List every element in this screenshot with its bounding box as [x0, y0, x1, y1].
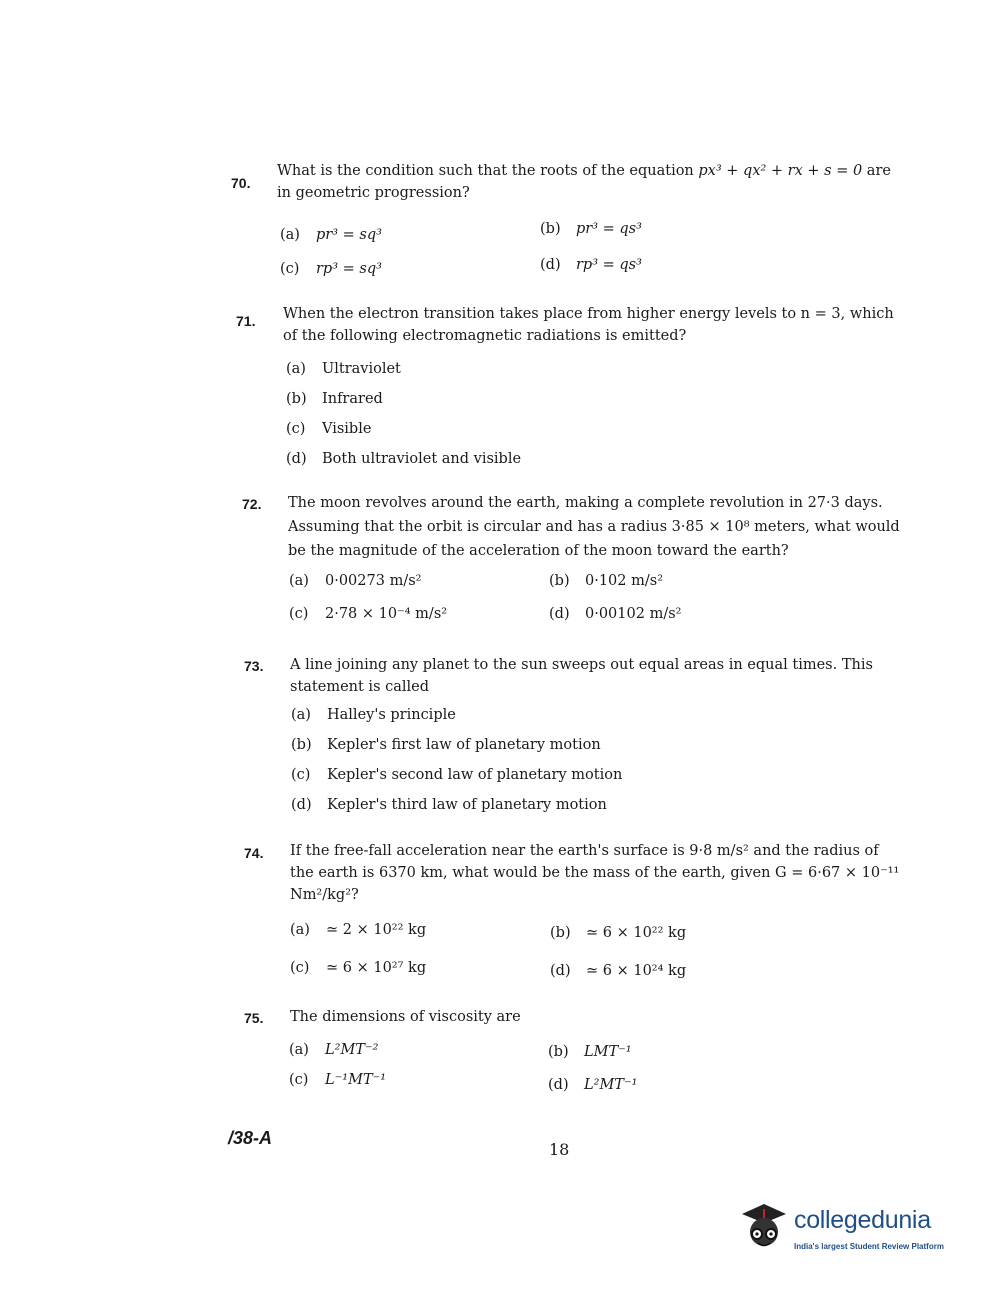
question-stem: A line joining any planet to the sun sweeps out equal areas in equal times. This statement is called	[290, 657, 873, 695]
question-stem: The dimensions of viscosity are	[290, 1009, 521, 1025]
page-number: 18	[549, 1140, 570, 1159]
option-c[interactable]: (c) rp³ = sq³	[280, 261, 382, 277]
question-number: 73.	[244, 658, 264, 674]
option-a[interactable]: (a) Ultraviolet	[286, 361, 401, 377]
question-number: 75.	[244, 1010, 264, 1026]
paper-code: /38-A	[228, 1128, 273, 1148]
option-d[interactable]: (d) L²MT⁻¹	[548, 1077, 638, 1093]
option-c[interactable]: (c) Visible	[286, 421, 372, 437]
mascot-icon	[736, 1196, 792, 1256]
option-a[interactable]: (a) pr³ = sq³	[280, 227, 382, 243]
brand-name: collegedunia	[794, 1206, 931, 1234]
question-number: 70.	[231, 175, 251, 191]
option-a[interactable]: (a) ≃ 2 × 10²² kg	[290, 922, 427, 938]
option-c[interactable]: (c) Kepler's second law of planetary motion	[291, 767, 623, 783]
option-d[interactable]: (d) Both ultraviolet and visible	[286, 451, 522, 467]
option-b[interactable]: (b) ≃ 6 × 10²² kg	[550, 925, 687, 941]
option-b[interactable]: (b) Infrared	[286, 391, 383, 407]
option-d[interactable]: (d) Kepler's third law of planetary motion	[291, 797, 607, 813]
collegedunia-watermark	[736, 1196, 966, 1256]
brand-tagline: India's largest Student Review Platform	[794, 1242, 944, 1251]
option-c[interactable]: (c) ≃ 6 × 10²⁷ kg	[290, 960, 427, 976]
question-stem: When the electron transition takes place from higher energy levels to n = 3, which of the following electromagnetic radiations is emitted?	[283, 306, 894, 344]
option-c[interactable]: (c) 2·78 × 10⁻⁴ m/s²	[289, 606, 448, 622]
option-d[interactable]: (d) ≃ 6 × 10²⁴ kg	[550, 963, 687, 979]
question-stem: What is the condition such that the roots of the equation px³ + qx² + rx + s = 0 are in geometric progression?	[277, 163, 891, 201]
option-b[interactable]: (b) pr³ = qs³	[540, 221, 642, 237]
question-stem: If the free-fall acceleration near the earth's surface is 9·8 m/s² and the radius of the earth is 6370 km, what would be the mass of the earth, given G = 6·67 × 10⁻¹¹ Nm²/kg²?	[290, 843, 900, 903]
question-number: 71.	[236, 313, 256, 329]
question-number: 72.	[242, 496, 262, 512]
option-d[interactable]: (d) rp³ = qs³	[540, 257, 642, 273]
option-b[interactable]: (b) LMT⁻¹	[548, 1044, 632, 1060]
option-b[interactable]: (b) 0·102 m/s²	[549, 573, 664, 589]
option-d[interactable]: (d) 0·00102 m/s²	[549, 606, 682, 622]
option-a[interactable]: (a) 0·00273 m/s²	[289, 573, 422, 589]
question-stem: The moon revolves around the earth, making a complete revolution in 27·3 days. Assuming that the orbit is circular and has a radius 3·85 × 10⁸ meters, what would be the magnitude of the acceleration of the moon toward the earth?	[288, 495, 900, 559]
question-number: 74.	[244, 845, 264, 861]
option-c[interactable]: (c) L⁻¹MT⁻¹	[289, 1072, 387, 1088]
option-b[interactable]: (b) Kepler's first law of planetary motion	[291, 737, 601, 753]
option-a[interactable]: (a) L²MT⁻²	[289, 1042, 379, 1058]
option-a[interactable]: (a) Halley's principle	[291, 707, 456, 723]
